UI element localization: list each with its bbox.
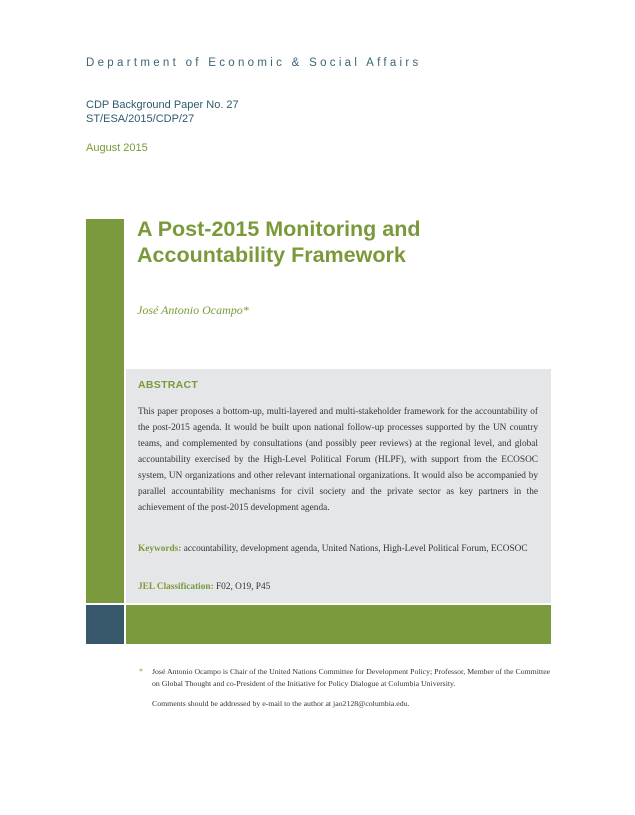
title-line-1: A Post-2015 Monitoring and: [137, 217, 421, 241]
footnote-text: José Antonio Ocampo is Chair of the United Nations Committee for Development Policy; Professor, Member of the Committee on Global Thought and co-President of the Initiative for Policy Dialogue at Columbia University.: [152, 667, 551, 688]
title-line-2: Accountability Framework: [137, 243, 406, 267]
jel-value: F02, O19, P45: [216, 582, 271, 592]
decorative-green-band: [126, 605, 551, 644]
publication-date: August 2015: [86, 142, 148, 154]
jel-label: JEL Classification:: [138, 582, 214, 592]
decorative-green-bar: [86, 219, 124, 603]
keywords-value: accountability, development agenda, United Nations, High-Level Political Forum, ECOSOC: [183, 544, 528, 554]
jel-classification: [138, 579, 538, 595]
department-header: Department of Economic & Social Affairs: [86, 57, 422, 69]
keywords: [138, 541, 538, 557]
author-name: José Antonio Ocampo*: [137, 303, 249, 317]
footnote-marker: *: [139, 667, 143, 676]
contact-note: Comments should be addressed by e-mail to the author at jao2128@columbia.edu.: [152, 699, 410, 708]
decorative-blue-square: [86, 605, 124, 644]
paper-number: CDP Background Paper No. 27: [86, 99, 239, 111]
keywords-label: Keywords:: [138, 544, 182, 554]
paper-identifiers: [86, 98, 239, 126]
document-code: ST/ESA/2015/CDP/27: [86, 113, 195, 125]
abstract-box: [126, 369, 551, 603]
abstract-body: This paper proposes a bottom-up, multi-layered and multi-stakeholder framework for the accountability of the post-2015 agenda. It would be built upon national follow-up processes supported by the UN country teams, and complemented by consultations (and possibly peer reviews) at the regional level, and global accountability exercised by the High-Level Political Forum (HLPF), with support from the ECOSOC system, UN organizations and other relevant international organizations. It would also be accompanied by parallel accountability mechanisms for civil society and the private sector as key partners in the achievement of the post-2015 development agenda.: [138, 407, 538, 513]
paper-title: [137, 216, 537, 268]
abstract-heading: ABSTRACT: [138, 379, 199, 391]
